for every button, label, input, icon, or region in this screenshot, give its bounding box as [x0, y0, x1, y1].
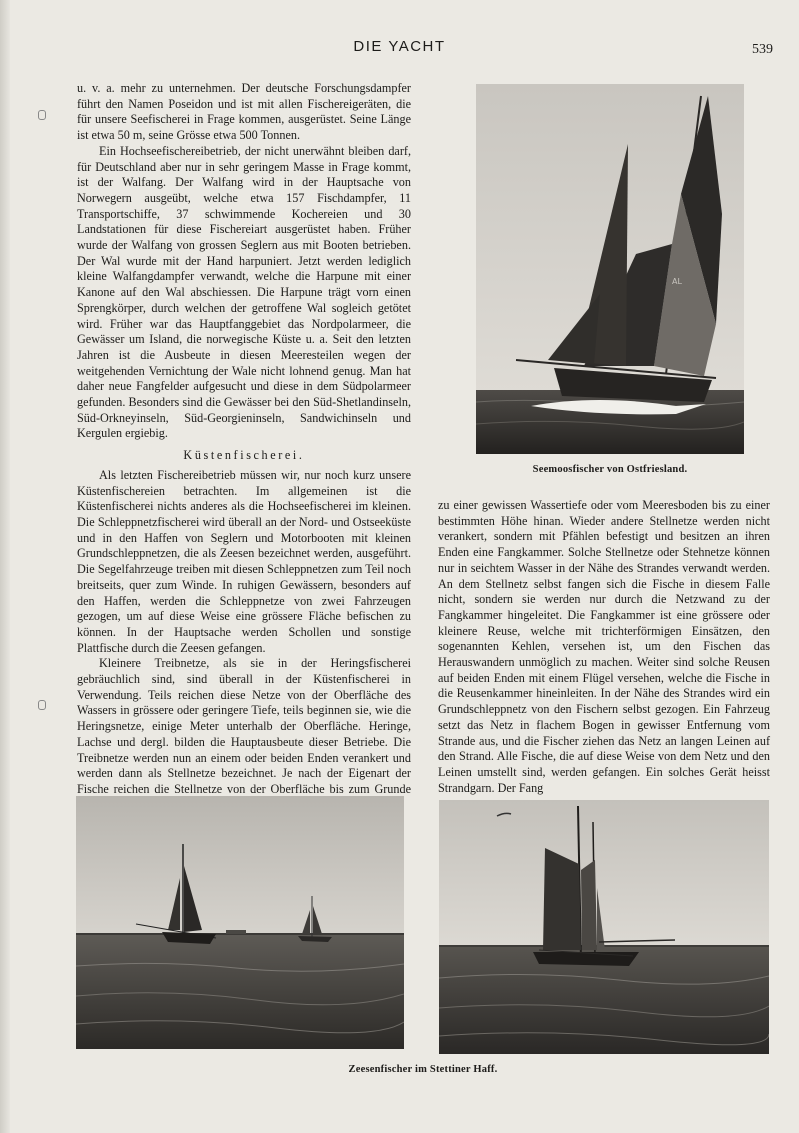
page-header-title: DIE YACHT	[353, 38, 446, 55]
right-text-column	[438, 498, 770, 796]
binding-mark	[38, 700, 46, 710]
paragraph: zu einer gewissen Wassertiefe oder vom Meeresboden bis zu einer bestimmten Höhe hinan. Wieder andere Stellnetze werden nicht verankert, sondern mit Pfählen befestigt und besitzen an ihren Enden eine Fangkammer. Solche Stellnetze oder Stehnetze können nur in seichtem Wasser in der Nähe des Strandes verwandt werden. An dem Stellnetz selbst fangen sich die Fische in diesem Falle nicht, sondern sie werden nur durch die Netzwand zu der Fangkammer hingeleitet. Die Fangkammer ist eine grössere oder kleinere Reuse, welche mit trichterförmigen Einsätzen, den sogenannten Kehlen, versehen ist, um den Fischen das Herauswandern unmöglich zu machen. Weiter sind solche Reusen auf beiden Enden mit einem Flügel versehen, welche die Fische in die Reusenkammer hineinleiten. In der Nähe des Strandes wird ein Grundschleppnetz von den Fischern selbst gezogen. Ein Fahrzeug setzt das Netz in flachem Bogen in gewisser Entfernung vom Strande aus, und die Fischer ziehen das Netz an langen Leinen auf den Strand. Alle Fische, die auf diese Weise von dem Netz und den Leinen umstellt sind, werden gefangen. Ein solches Gerät heisst Strandgarn. Der Fang	[438, 498, 770, 795]
binding-mark	[38, 110, 46, 120]
photo-zeesen-left	[76, 796, 404, 1049]
sail-lettering: AL	[672, 277, 682, 286]
section-heading: Küstenfischerei.	[183, 448, 305, 463]
page-edge	[0, 0, 10, 1133]
paragraph: Kleinere Treibnetze, als sie in der Heringsfischerei gebräuchlich sind, sind überall in der Küstenfischerei in Verwendung. Teils reichen diese Netze von der Oberfläche des Wassers in grössere oder geringere Tiefe, teils beginnen sie, wie die Heringsnetze, einige Meter unterhalb der Oberfläche. Heringe, Lachse und dergl. bilden die Hauptausbeute dieser Betriebe. Die Treibnetze werden nun an einem oder beiden Enden verankert und werden dann als Stellnetze bezeichnet. Je nach der Eigenart der Fische reichen die Stellnetze von der Oberfläche bis zum Grunde	[77, 656, 411, 796]
page-number: 539	[752, 42, 773, 57]
left-text-column	[77, 81, 411, 813]
paragraph: Ein Hochseefischereibetrieb, der nicht unerwähnt bleiben darf, für Deutschland aber nur in sehr geringem Masse in Frage kommt, ist der Walfang. Der Walfang wird in der Hauptsache von Norwegern ausgeübt, welche etwa 157 Fischdampfer, 11 Transportschiffe, 37 schwimmende Kochereien und 30 Landstationen für diese Fischereiart ausgerüstet haben. Früher wurde der Walfang von grossen Seglern aus mit Booten betrieben. Der Wal wurde mit der Hand harpuniert. Jetzt werden lediglich kleine Walfangdampfer verwandt, welche die Harpune mit einer Kanone auf den Wal abschiessen. Die Harpune trägt vorn einen Sprengkörper, durch welchen der getroffene Wal sogleich getötet wird. Früher war das Hauptfanggebiet das Nordpolarmeer, die Gewässer um Island, die norwegische Küste u. a. Seit den letzten Jahren ist die Ausbeute in diesen Meeresteilen wegen der weitgehenden Vernichtung der Wale nicht lohnend genug. Man hat daher neue Fangfelder aufgesucht und diese in dem Südpolarmeer gefunden. Besonders sind die Gewässer bei den Süd-Shetlandinseln, Süd-Orkneyinseln, Süd-Georgieninseln, Sandwichinseln und Kergulen ergiebig.	[77, 143, 411, 441]
paragraph: Als letzten Fischereibetrieb müssen wir, nur noch kurz unsere Küstenfischereien betrachten. Im allgemeinen ist die Küstenfischerei nichts anderes als die Hochseefischerei im kleinen. Die Schleppnetzfischerei wird überall an der Nord- und Ostseeküste und in den Haffen von Seglern und Motorbooten mit kleinen Grundschleppnetzen, die als Zeesen bezeichnet werden, ausgeführt. Die Segelfahrzeuge treiben mit diesen Schleppnetzen zum Teil noch breitseits, quer zum Winde. In ruhigen Gewässern, besonders auf den Haffen, werden die Schleppnetze von zwei Fahrzeugen gezogen, um auf diese Weise eine grössere Fläche befischen zu können. In der Hauptsache werden Schollen und sonstige Plattfische durch die Zeesen gefangen.	[77, 467, 411, 655]
photo-seemoosfischer	[476, 84, 744, 454]
photo-caption-top: Seemoosfischer von Ostfriesland.	[532, 464, 688, 475]
photo-zeesen-right	[439, 800, 769, 1054]
photo-caption-bottom: Zeesenfischer im Stettiner Haff.	[348, 1064, 498, 1075]
paragraph: u. v. a. mehr zu unternehmen. Der deutsche Forschungsdampfer führt den Namen Poseidon und ist mit allen Fischereigeräten, die für unsere Seefischerei in Frage kommen, ausgerüstet. Seine Länge ist etwa 50 m, seine Grösse etwa 500 Tonnen.	[77, 81, 411, 143]
